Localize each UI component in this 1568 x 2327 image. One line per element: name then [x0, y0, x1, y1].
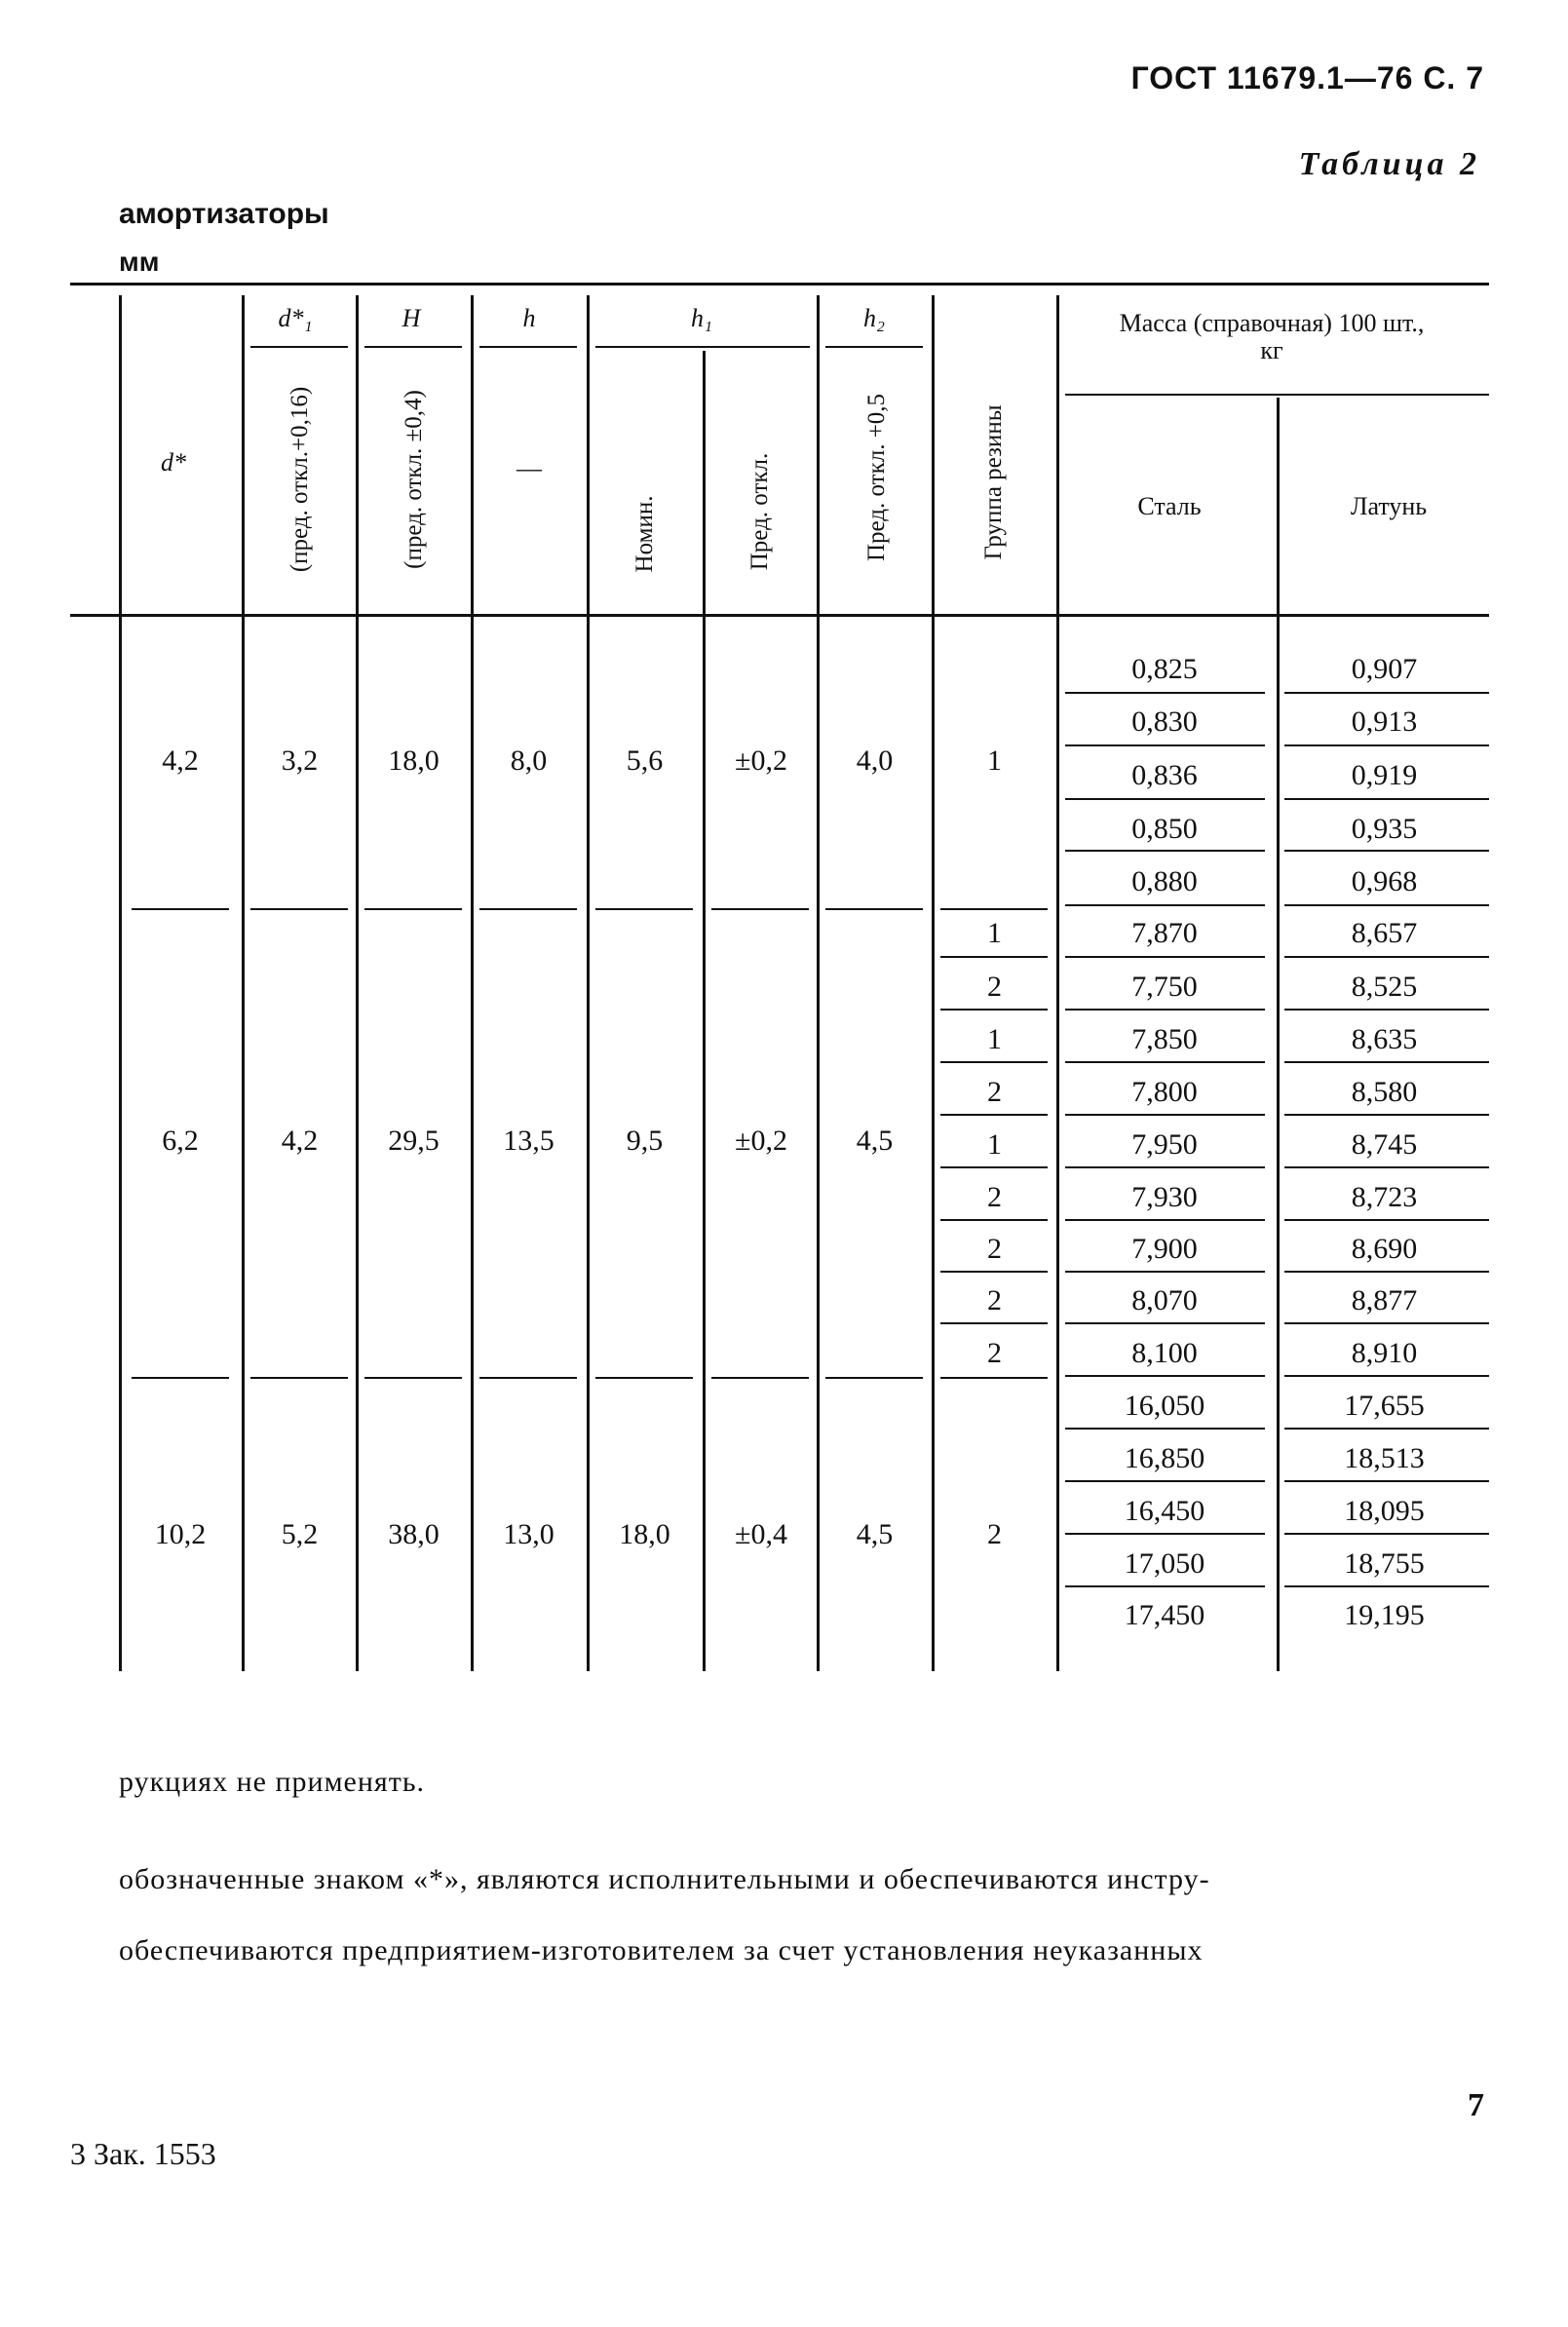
cell-rubber-group: 1 — [987, 917, 1002, 949]
cell-rubber-group: 1 — [987, 1023, 1002, 1055]
cell-mass-brass: 8,635 — [1351, 1023, 1418, 1055]
note-line-3: обеспечиваются предприятием-изготовителем за счет установления неуказанных — [119, 1934, 1204, 1966]
cell-mass-steel: 16,450 — [1124, 1495, 1205, 1527]
table-continuation-caption: амортизаторы — [119, 198, 329, 230]
cell-mass-brass: 18,095 — [1344, 1495, 1425, 1527]
cell-mass-steel: 7,950 — [1131, 1128, 1198, 1161]
cell-mass-steel: 17,050 — [1124, 1547, 1205, 1580]
cell-rubber-group: 2 — [987, 1518, 1002, 1550]
col-header-h-subheader: — — [516, 454, 542, 482]
cell-rubber-group: 2 — [987, 1076, 1002, 1108]
cell-rubber-group: 2 — [987, 971, 1002, 1003]
cell-mass-brass: 0,919 — [1351, 759, 1418, 791]
cell-h: 13,0 — [503, 1518, 555, 1550]
col-header-d1: d*₁ — [278, 304, 313, 332]
cell-mass-steel: 7,930 — [1131, 1181, 1198, 1213]
note-line-1: рукциях не применять. — [119, 1766, 426, 1798]
cell-mass-steel: 17,450 — [1124, 1599, 1205, 1631]
table-units: мм — [119, 247, 160, 277]
page-number: 7 — [1468, 2087, 1484, 2123]
col-header-h1-tolerance: Пред. откл. — [746, 452, 773, 571]
cell-h: 13,5 — [503, 1125, 555, 1157]
cell-mass-steel: 0,825 — [1131, 653, 1198, 685]
running-title: ГОСТ 11679.1—76 С. 7 — [1130, 60, 1484, 95]
col-header-H-tolerance: (пред. откл. ±0,4) — [401, 390, 427, 569]
cell-h1-nominal: 9,5 — [626, 1125, 664, 1157]
cell-h1-nominal: 5,6 — [626, 744, 664, 777]
cell-rubber-group: 1 — [987, 1128, 1002, 1161]
cell-mass-brass: 8,877 — [1351, 1284, 1418, 1316]
cell-rubber-group: 2 — [987, 1233, 1002, 1265]
cell-mass-steel: 0,850 — [1131, 813, 1198, 845]
cell-rubber-group: 2 — [987, 1284, 1002, 1316]
col-header-h2-tolerance: Пред. откл. +0,5 — [863, 393, 890, 562]
cell-mass-brass: 8,723 — [1351, 1181, 1418, 1213]
cell-rubber-group: 2 — [987, 1337, 1002, 1369]
cell-mass-steel: 7,750 — [1131, 971, 1198, 1003]
cell-mass-steel: 0,830 — [1131, 706, 1198, 738]
cell-d: 4,2 — [162, 744, 199, 777]
cell-mass-brass: 0,913 — [1351, 706, 1418, 738]
cell-mass-brass: 17,655 — [1344, 1390, 1425, 1422]
col-header-h1-nominal: Номин. — [631, 495, 658, 573]
cell-d: 10,2 — [154, 1518, 207, 1550]
col-header-h2: h₂ — [862, 304, 886, 332]
col-header-d: d* — [161, 448, 186, 477]
cell-d: 6,2 — [162, 1125, 199, 1157]
cell-mass-steel: 7,900 — [1131, 1233, 1198, 1265]
cell-mass-steel: 16,850 — [1124, 1442, 1205, 1474]
col-header-H: H — [402, 304, 421, 332]
table-label: Таблица 2 — [1298, 146, 1480, 182]
cell-H: 18,0 — [388, 744, 440, 777]
cell-H: 29,5 — [388, 1125, 440, 1157]
cell-mass-steel: 0,836 — [1131, 759, 1198, 791]
cell-h2: 4,0 — [856, 744, 894, 777]
cell-h: 8,0 — [510, 744, 548, 777]
cell-d1: 5,2 — [281, 1518, 319, 1550]
cell-mass-brass: 8,657 — [1351, 917, 1418, 949]
cell-mass-steel: 8,100 — [1131, 1337, 1198, 1369]
col-header-h: h — [522, 304, 536, 332]
cell-h1-tolerance: ±0,4 — [735, 1518, 787, 1550]
col-header-h1: h₁ — [690, 304, 713, 332]
cell-h1-tolerance: ±0,2 — [735, 744, 787, 777]
cell-h2: 4,5 — [856, 1125, 894, 1157]
cell-mass-steel: 7,870 — [1131, 917, 1198, 949]
cell-rubber-group: 1 — [987, 744, 1002, 777]
cell-mass-brass: 8,910 — [1351, 1337, 1418, 1369]
cell-mass-steel: 16,050 — [1124, 1390, 1205, 1422]
cell-rubber-group: 2 — [987, 1181, 1002, 1213]
col-header-brass: Латунь — [1350, 492, 1428, 520]
cell-mass-brass: 8,580 — [1351, 1076, 1418, 1108]
col-header-d1-tolerance: (пред. откл.+0,16) — [287, 386, 313, 573]
cell-mass-brass: 0,968 — [1351, 865, 1418, 897]
col-header-steel: Сталь — [1137, 492, 1202, 520]
cell-mass-steel: 0,880 — [1131, 865, 1198, 897]
cell-mass-brass: 8,525 — [1351, 971, 1418, 1003]
cell-mass-brass: 8,690 — [1351, 1233, 1418, 1265]
cell-mass-brass: 18,755 — [1344, 1547, 1425, 1580]
cell-mass-steel: 8,070 — [1131, 1284, 1198, 1316]
cell-mass-brass: 0,935 — [1351, 813, 1418, 845]
order-number: 3 Зак. 1553 — [70, 2136, 216, 2171]
cell-mass-brass: 8,745 — [1351, 1128, 1418, 1161]
cell-mass-brass: 0,907 — [1351, 653, 1418, 685]
cell-h2: 4,5 — [856, 1518, 894, 1550]
note-line-2: обозначенные знаком «*», являются исполнительными и обеспечиваются инстру- — [119, 1863, 1210, 1895]
cell-H: 38,0 — [388, 1518, 440, 1550]
cell-d1: 4,2 — [281, 1125, 319, 1157]
cell-mass-steel: 7,850 — [1131, 1023, 1198, 1055]
cell-mass-brass: 19,195 — [1344, 1599, 1425, 1631]
col-header-rubber-group: Группа резины — [980, 404, 1007, 560]
cell-h1-nominal: 18,0 — [619, 1518, 670, 1550]
cell-d1: 3,2 — [281, 744, 319, 777]
cell-mass-steel: 7,800 — [1131, 1076, 1198, 1108]
cell-h1-tolerance: ±0,2 — [735, 1125, 787, 1157]
cell-mass-brass: 18,513 — [1344, 1442, 1425, 1474]
col-header-mass: Масса (справочная) 100 шт., кг — [1119, 309, 1425, 364]
